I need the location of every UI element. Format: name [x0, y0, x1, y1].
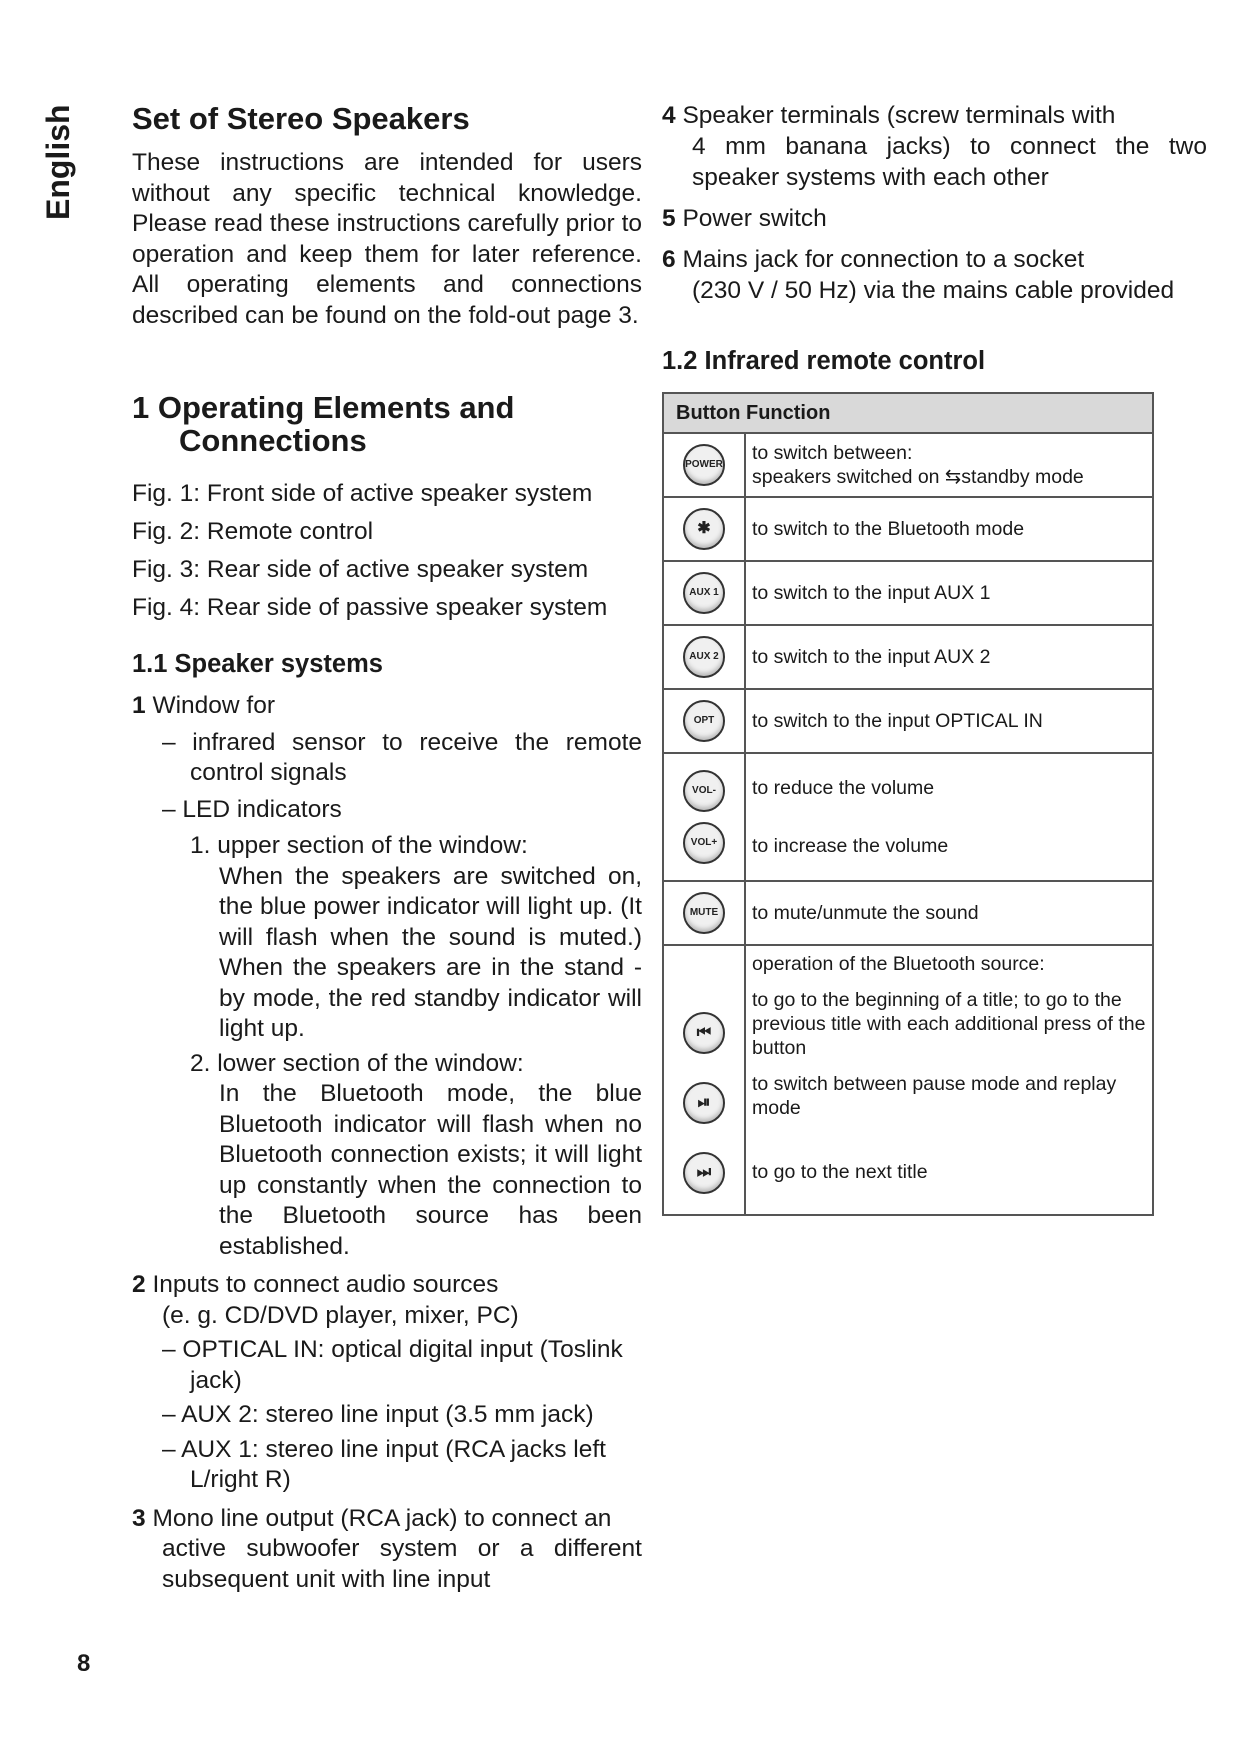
- right-column: [662, 100, 1207, 1216]
- item-text: Mains jack for connection to a socket: [682, 246, 1085, 273]
- remote-control-table: [662, 392, 1154, 1216]
- list-item: [132, 691, 642, 722]
- previous-track-icon: ⏮: [683, 1012, 725, 1054]
- function-text: to mute/unmute the sound: [745, 881, 1153, 945]
- bluetooth-icon: ✱: [683, 508, 725, 550]
- item-continuation: (e. g. CD/DVD player, mixer, PC): [162, 1301, 519, 1329]
- function-text: to switch to the input AUX 2: [745, 625, 1153, 689]
- button-cell: [663, 625, 745, 689]
- language-label: English: [40, 104, 76, 220]
- item-continuation: (230 V / 50 Hz) via the mains cable provided: [692, 277, 1175, 304]
- table-row: [663, 945, 1153, 1215]
- item-text: Window for: [152, 692, 275, 719]
- item-text: Mono line output (RCA jack) to connect an: [152, 1504, 612, 1532]
- table-row: [663, 433, 1153, 497]
- item-text: Inputs to connect audio sources: [152, 1271, 499, 1298]
- sub-item-text: In the Bluetooth mode, the blue Bluetooth indicator will flash when no Bluetooth connection exists; it will light up constantly when the connection to the Bluetooth source has been established.: [219, 1080, 642, 1260]
- fig-caption: Fig. 4: Rear side of passive speaker system: [132, 594, 608, 621]
- page-number: 8: [77, 1650, 91, 1677]
- fig-caption: Fig. 2: Remote control: [132, 518, 374, 545]
- function-text: to switch to the input AUX 1: [745, 561, 1153, 625]
- function-text: to switch to the Bluetooth mode: [745, 497, 1153, 561]
- subsection-heading: 1.1 Speaker systems: [132, 650, 383, 678]
- fig-caption: Fig. 1: Front side of active speaker system: [132, 480, 593, 507]
- button-cell: [663, 945, 745, 1215]
- list-item: [662, 100, 1207, 193]
- aux1-button-icon: AUX 1: [683, 572, 725, 614]
- button-cell: [663, 753, 745, 881]
- sub-item-label: 2. lower section of the window:: [190, 1049, 524, 1077]
- subsection-heading: 1.2 Infrared remote control: [662, 347, 986, 375]
- bullet-item: – AUX 1: stereo line input (RCA jacks left L/right R): [162, 1435, 606, 1493]
- aux2-button-icon: AUX 2: [683, 636, 725, 678]
- intro-paragraph: These instructions are intended for users without any specific technical knowledge. Please read these instructions carefully prior to operation and keep them for later reference. All operating elements and connections described can be found on the fold-out page 3.: [132, 149, 642, 329]
- function-text: to go to the beginning of a title; to go to the previous title with each additional press of the button: [752, 989, 1146, 1059]
- play-pause-icon: ⏯: [683, 1082, 725, 1124]
- item-number: 3: [132, 1504, 146, 1532]
- function-text: to switch between:: [752, 442, 913, 464]
- table-header: [663, 393, 1153, 433]
- function-text: to switch to the input OPTICAL IN: [745, 689, 1153, 753]
- bullet-item: – infrared sensor to receive the remote control signals: [162, 728, 642, 786]
- bullet-item: – LED indicators: [162, 795, 342, 823]
- vol-plus-button-icon: VOL+: [683, 822, 725, 864]
- item-continuation: active subwoofer system or a different subsequent unit with line input: [162, 1535, 642, 1593]
- function-text: to go to the next title: [752, 1161, 928, 1183]
- section-heading-line1: 1 Operating Elements and: [132, 390, 515, 425]
- list-item: [132, 1270, 642, 1301]
- next-track-icon: ⏭: [683, 1152, 725, 1194]
- list-item: [132, 1504, 642, 1535]
- sub-item-text: When the speakers are switched on, the blue power indicator will light up. (It will flash when the sound is muted.) When the speakers are in the stand - by mode, the red standby indicator will light up.: [219, 862, 642, 1042]
- opt-button-icon: OPT: [683, 700, 725, 742]
- button-cell: [663, 433, 745, 497]
- section-heading-line2: Connections: [179, 423, 367, 458]
- table-row: [663, 753, 1153, 881]
- item-number: 4: [662, 102, 676, 129]
- function-cell: [745, 433, 1153, 497]
- left-column: [132, 100, 642, 1595]
- item-number: 6: [662, 246, 676, 273]
- button-cell: [663, 881, 745, 945]
- function-text: to switch between pause mode and replay mode: [752, 1073, 1117, 1119]
- bullet-item: – OPTICAL IN: optical digital input (Toslink jack): [162, 1336, 623, 1394]
- table-row: [663, 689, 1153, 753]
- item-number: 1: [132, 692, 146, 719]
- table-row: [663, 561, 1153, 625]
- fig-caption: Fig. 3: Rear side of active speaker system: [132, 556, 589, 583]
- col-function-header: Function: [745, 401, 831, 424]
- button-cell: [663, 561, 745, 625]
- item-text: Power switch: [682, 205, 827, 232]
- item-text: Speaker terminals (screw terminals with: [682, 102, 1116, 129]
- table-header-row: [663, 393, 1153, 433]
- power-button-icon: POWER: [683, 444, 725, 486]
- mute-button-icon: MUTE: [683, 892, 725, 934]
- function-cell: [745, 945, 1153, 1215]
- function-cell: [745, 753, 1153, 881]
- section-heading: [132, 391, 642, 457]
- page-title: Set of Stereo Speakers: [132, 101, 470, 136]
- bullet-item: – AUX 2: stereo line input (3.5 mm jack): [162, 1401, 594, 1428]
- function-text: to reduce the volume: [752, 777, 935, 799]
- list-item: [662, 244, 1207, 306]
- table-row: [663, 881, 1153, 945]
- vol-minus-button-icon: VOL-: [683, 770, 725, 812]
- item-continuation: 4 mm banana jacks) to connect the two speaker systems with each other: [692, 133, 1207, 191]
- button-cell: [663, 497, 745, 561]
- table-row: [663, 625, 1153, 689]
- function-text: to increase the volume: [752, 835, 949, 857]
- col-button-header: Button: [676, 401, 741, 424]
- function-text: speakers switched on ⇆standby mode: [752, 466, 1084, 488]
- table-row: [663, 497, 1153, 561]
- button-cell: [663, 689, 745, 753]
- function-text: operation of the Bluetooth source:: [752, 953, 1045, 975]
- list-item: [662, 203, 1207, 234]
- item-number: 2: [132, 1271, 146, 1298]
- sub-item-label: 1. upper section of the window:: [190, 832, 528, 859]
- item-number: 5: [662, 205, 676, 232]
